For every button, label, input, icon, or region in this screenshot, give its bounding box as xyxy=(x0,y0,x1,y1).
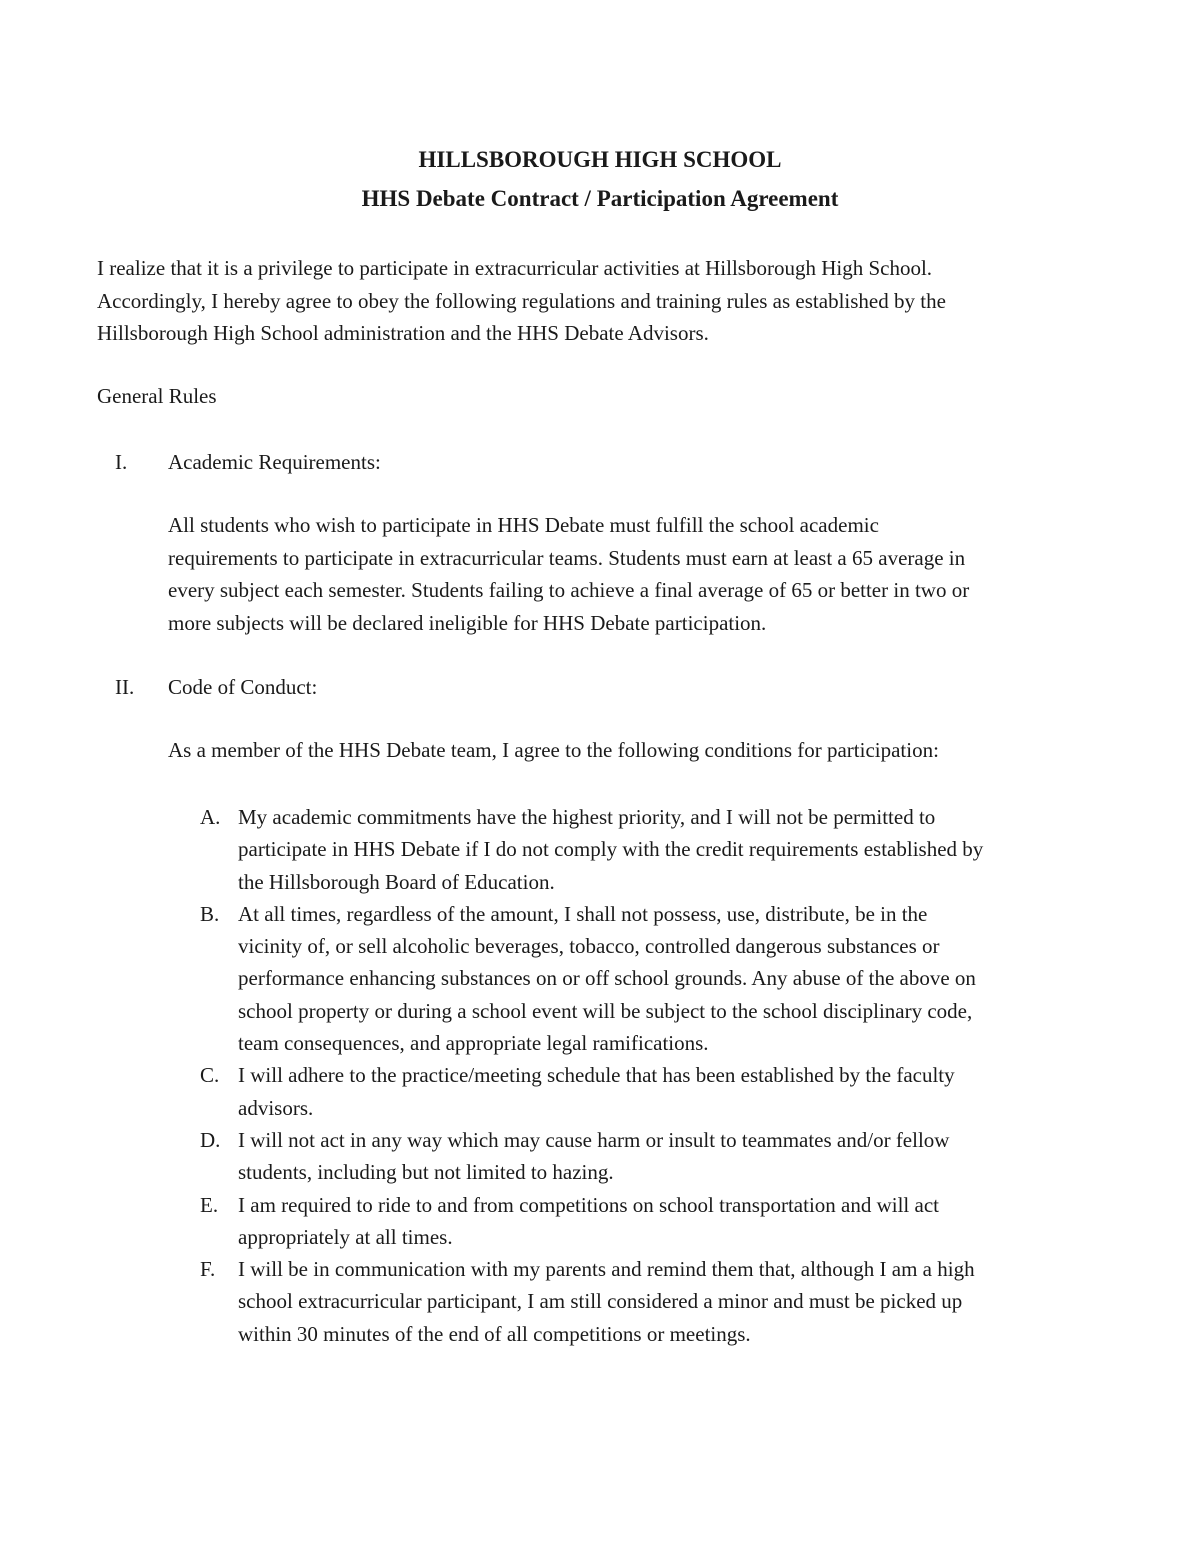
condition-line: participate in HHS Debate if I do not comply with the credit requirements established by xyxy=(238,837,984,862)
condition-line: vicinity of, or sell alcoholic beverages, tobacco, controlled dangerous substances or xyxy=(238,934,940,959)
condition-item-b xyxy=(200,898,1100,1059)
condition-line: appropriately at all times. xyxy=(238,1224,453,1249)
condition-letter: A. xyxy=(200,805,221,829)
condition-line: the Hillsborough Board of Education. xyxy=(238,869,555,894)
section-numeral: II. xyxy=(115,675,135,699)
condition-line: I will adhere to the practice/meeting schedule that has been established by the faculty xyxy=(238,1063,955,1088)
condition-line: school extracurricular participant, I am still considered a minor and must be picked up xyxy=(238,1289,963,1314)
condition-letter: F. xyxy=(200,1257,216,1282)
conditions-list xyxy=(200,801,1100,1350)
intro-line: Accordingly, I hereby agree to obey the following regulations and training rules as established by the xyxy=(97,288,946,313)
condition-item-e xyxy=(200,1189,1100,1254)
condition-line: team consequences, and appropriate legal ramifications. xyxy=(238,1031,709,1056)
section-title-academic: Academic Requirements: xyxy=(168,450,381,474)
condition-line: I will be in communication with my parents and remind them that, although I am a high xyxy=(238,1257,975,1282)
intro-paragraph xyxy=(97,252,1097,350)
condition-item-a xyxy=(200,801,1100,898)
condition-line: I am required to ride to and from competitions on school transportation and will act xyxy=(238,1192,939,1217)
condition-line: within 30 minutes of the end of all competitions or meetings. xyxy=(238,1321,751,1346)
section-numeral: I. xyxy=(115,450,128,474)
school-name-heading: HILLSBOROUGH HIGH SCHOOL xyxy=(418,147,782,172)
paragraph-line: requirements to participate in extracurricular teams. Students must earn at least a 65 average in xyxy=(168,545,966,570)
paragraph-line: every subject each semester. Students failing to achieve a final average of 65 or better in two or xyxy=(168,578,970,602)
condition-letter: E. xyxy=(200,1192,219,1217)
intro-line: I realize that it is a privilege to participate in extracurricular activities at Hillsborough High School. xyxy=(97,256,933,280)
paragraph-line: more subjects will be declared ineligible for HHS Debate participation. xyxy=(168,610,767,635)
paragraph-line: All students who wish to participate in HHS Debate must fulfill the school academic xyxy=(168,513,879,537)
section-title-conduct: Code of Conduct: xyxy=(168,675,318,699)
condition-line: At all times, regardless of the amount, I shall not possess, use, distribute, be in the xyxy=(238,901,928,926)
condition-letter: C. xyxy=(200,1063,220,1088)
condition-line: performance enhancing substances on or off school grounds. Any abuse of the above on xyxy=(238,966,976,991)
conduct-intro: As a member of the HHS Debate team, I agree to the following conditions for participation: xyxy=(168,738,939,762)
condition-item-d xyxy=(200,1124,1100,1189)
document-title: HHS Debate Contract / Participation Agreement xyxy=(361,186,839,211)
general-rules-heading: General Rules xyxy=(97,384,217,408)
intro-line: Hillsborough High School administration and the HHS Debate Advisors. xyxy=(97,321,709,345)
academic-requirements-paragraph xyxy=(168,509,1128,639)
condition-item-c xyxy=(200,1059,1100,1124)
condition-line: I will not act in any way which may cause harm or insult to teammates and/or fellow xyxy=(238,1127,950,1152)
condition-letter: B. xyxy=(200,901,220,926)
condition-line: students, including but not limited to hazing. xyxy=(238,1160,614,1185)
condition-line: advisors. xyxy=(238,1095,314,1120)
condition-item-f xyxy=(200,1253,1100,1350)
condition-letter: D. xyxy=(200,1127,221,1152)
condition-line: My academic commitments have the highest priority, and I will not be permitted to xyxy=(238,805,936,829)
condition-line: school property or during a school event will be subject to the school disciplinary code, xyxy=(238,998,973,1023)
